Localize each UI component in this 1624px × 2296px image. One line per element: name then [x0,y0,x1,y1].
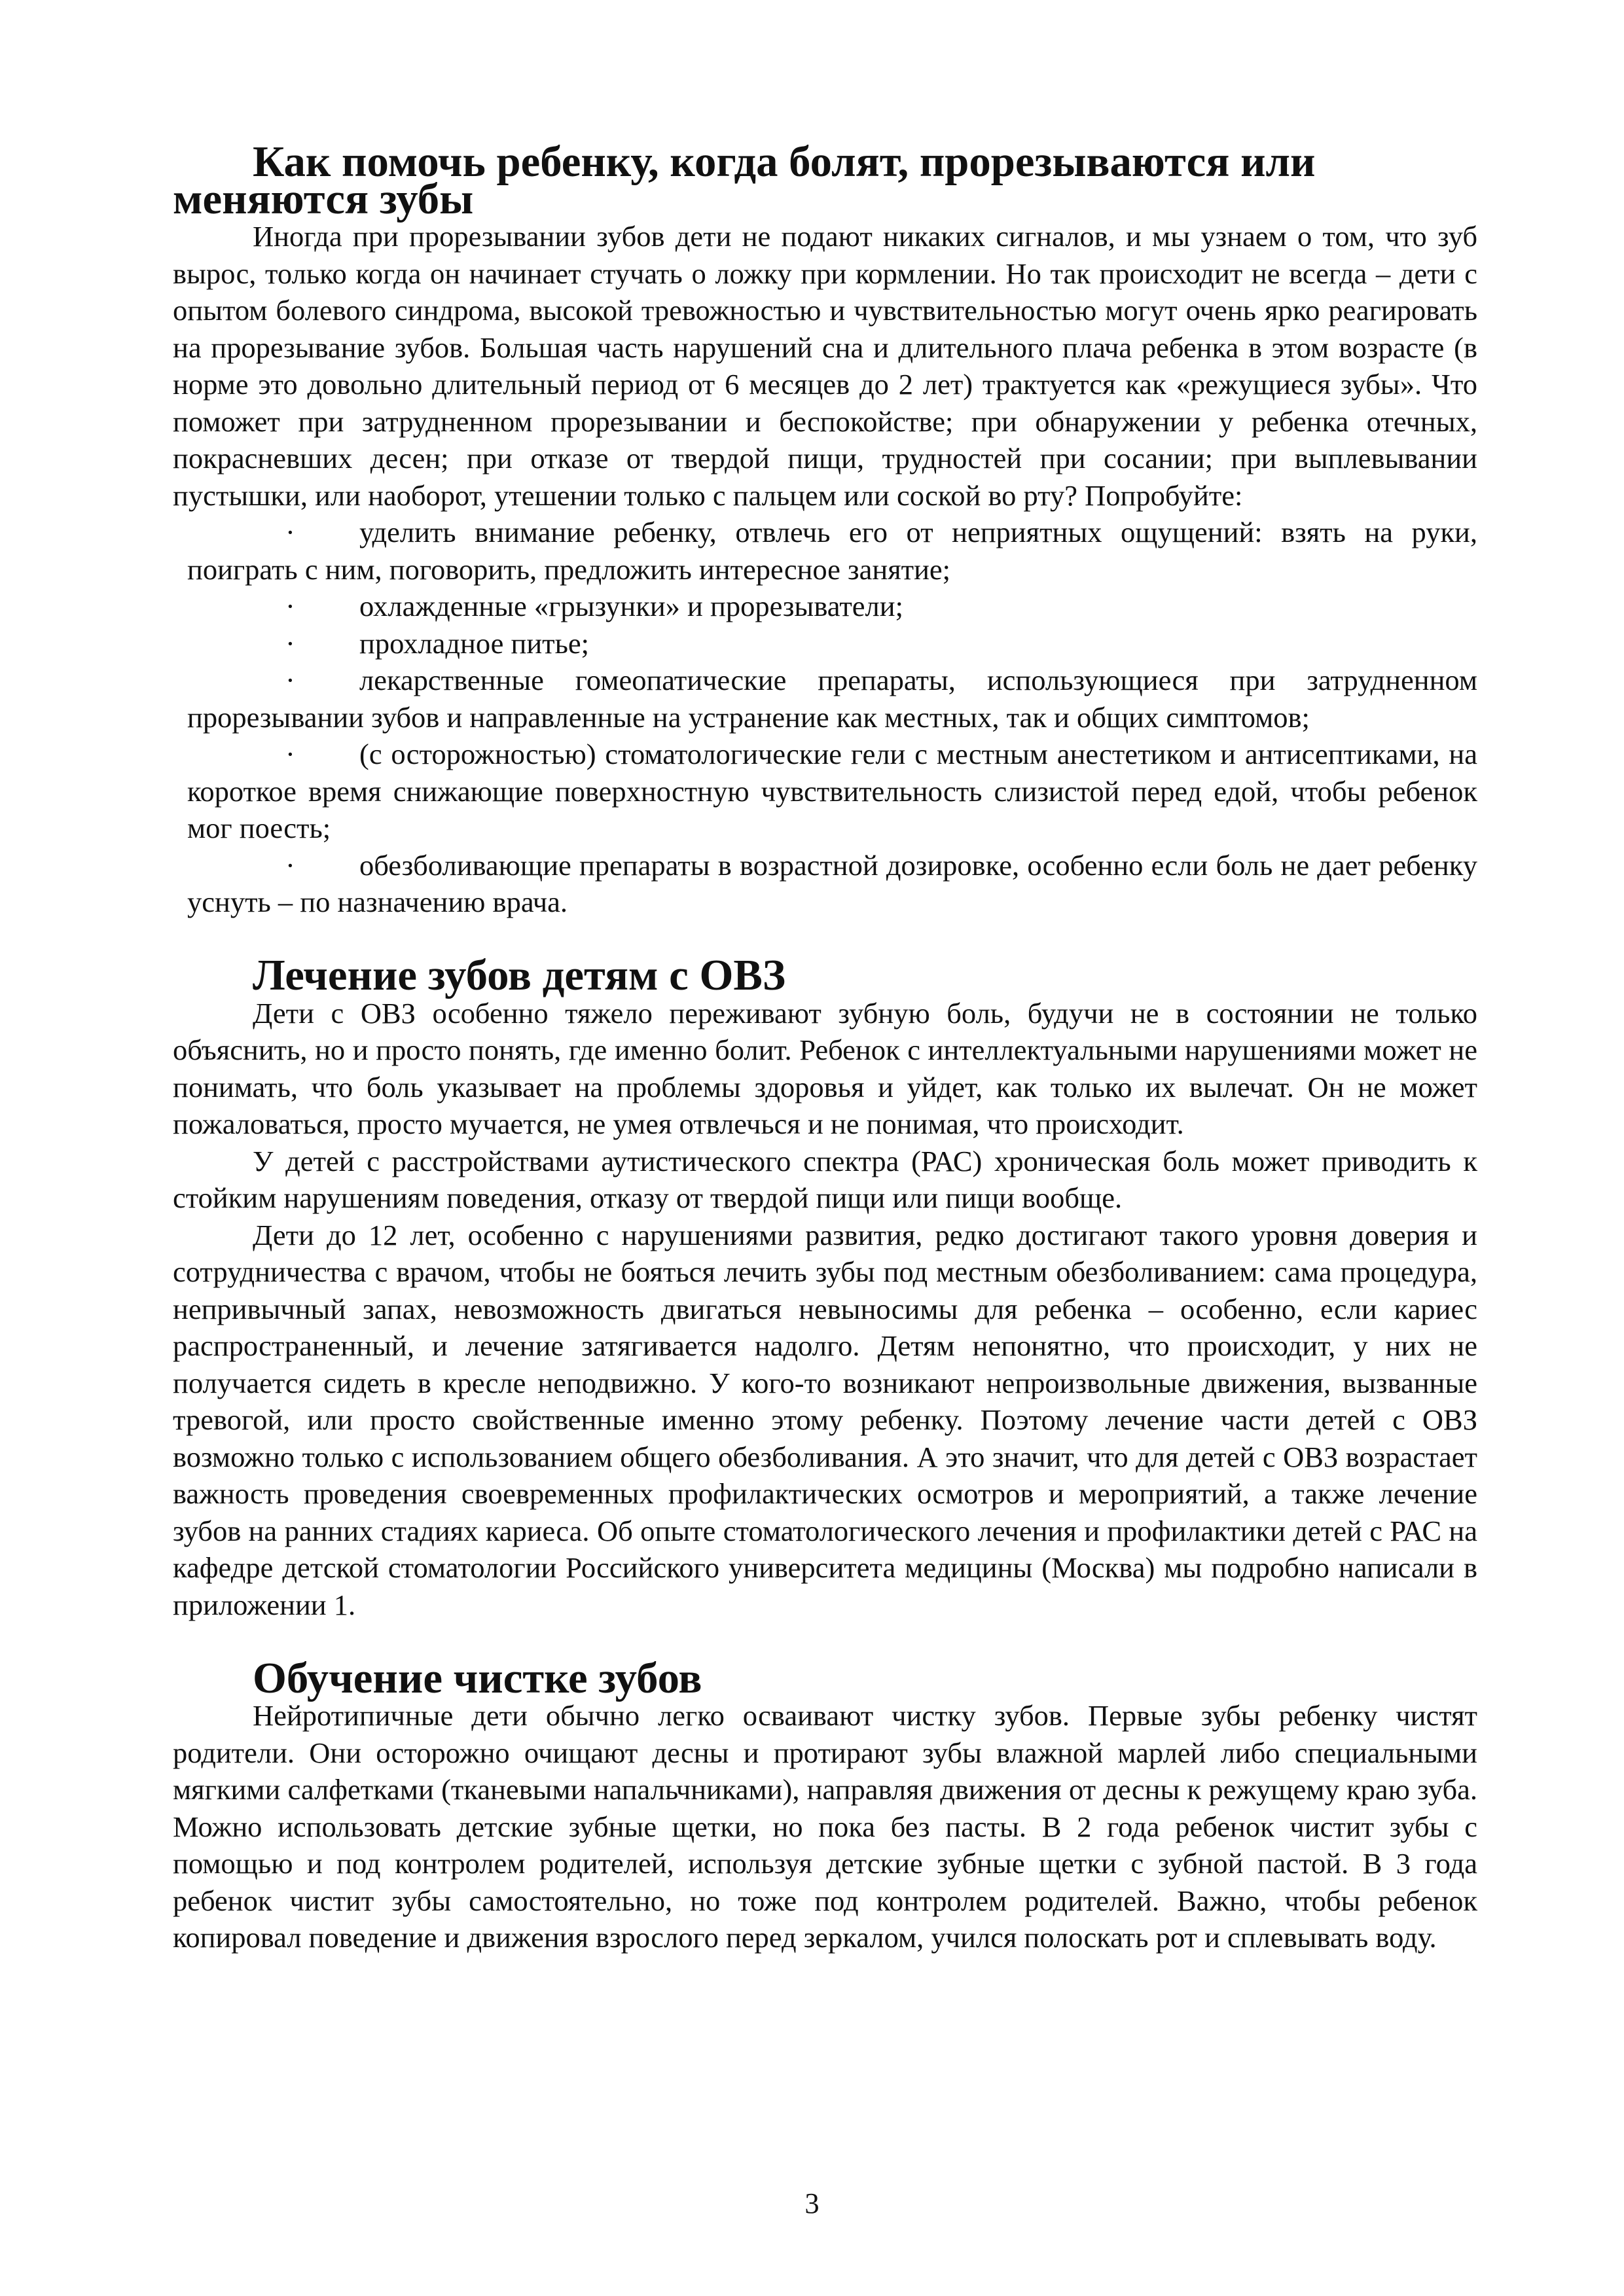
paragraph: У детей с расстройствами аутистического спектра (РАС) хроническая боль может приводить к стойким нарушениям поведения, отказу от твердой пищи или пищи вообще. [173,1144,1477,1214]
list-item [187,625,1477,662]
section-heading-brushing: Обучение чистке зубов [253,1654,702,1702]
paragraph: Дети до 12 лет, особенно с нарушениями развития, редко достигают такого уровня доверия и сотрудничества с врачом, чтобы не бояться лечить зубы под местным обезболиванием: сама процедура, непривычный запах, невозможность двигаться невыносимы для ребенка – особенно, если кариес распространенный, и лечение затягивается надолго. Детям непонятно, что происходит, у них не получается сидеть в кресле неподвижно. У кого-то возникают непроизвольные движения, вызванные тревогой, или просто свойственные именно этому ребенку. Поэтому лечение части детей с ОВЗ возможно только с использованием общего обезболивания. А это значит, что для детей с ОВЗ возрастает важность проведения своевременных профилактических осмотров и мероприятий, а также лечение зубов на ранних стадиях кариеса. Об опыте стоматологического лечения и профилактики детей с РАС на кафедре детской стоматологии Российского университета медицины (Москва) мы подробно написали в приложении 1. [173,1218,1477,1621]
list-item [187,514,1477,588]
bullet-marker: · [285,590,295,622]
paragraph: Дети с ОВЗ особенно тяжело переживают зубную боль, будучи не в состоянии не только объяснить, но и просто понять, где именно болит. Ребенок с интеллектуальными нарушениями может не понимать, что боль указывает на проблемы здоровья и уйдет, как только их вылечат. Он не может пожаловаться, просто мучается, не умея отвлечься и не понимая, что происходит. [173,996,1477,1140]
list-item-text: уделить внимание ребенку, отвлечь его от неприятных ощущений: взять на руки, поиграть с ним, поговорить, предложить интересное занятие; [187,516,1477,586]
bullet-marker: · [285,848,295,882]
list-item [187,736,1477,847]
list-item [187,588,1477,625]
section-heading-ovz-treatment: Лечение зубов детям с ОВЗ [253,952,786,999]
list-item-text: обезболивающие препараты в возрастной дозировке, особенно если боль не дает ребенку уснуть – по назначению врача. [187,848,1477,918]
bullet-marker: · [285,516,295,548]
section-heading-teething: Как помочь ребенку, когда болят, прорезываются или меняются зубы [173,138,1316,223]
paragraph: Нейротипичные дети обычно легко осваивают чистку зубов. Первые зубы ребенку чистят родители. Они осторожно очищают десны и протирают зубы влажной марлей либо специальными мягкими салфетками (тканевыми напальчниками), направляя движения от десны к режущему краю зуба. Можно использовать детские зубные щетки, но пока без пасты. В 2 года ребенок чистит зубы с помощью и под контролем родителей, используя детские зубные щетки с зубной пастой. В 3 года ребенок чистит зубы самостоятельно, но тоже под контролем родителей. Важно, чтобы ребенок копировал поведение и движения взрослого перед зеркалом, учился полоскать рот и сплевывать воду. [173,1699,1477,1954]
list-item [187,662,1477,736]
paragraph: Иногда при прорезывании зубов дети не подают никаких сигналов, и мы узнаем о том, что зуб вырос, только когда он начинает стучать о ложку при кормлении. Но так происходит не всегда – дети с опытом болевого синдрома, высокой тревожностью и чувствительностью могут очень ярко реагировать на прорезывание зубов. Большая часть нарушений сна и длительного плача ребенка в этом возрасте (в норме это довольно длительный период от 6 месяцев до 2 лет) трактуется как «режущиеся зубы». Что поможет при затрудненном прорезывании и беспокойстве; при обнаружении у ребенка отечных, покрасневших десен; при отказе от твердой пищи, трудностей при сосании; при выплевывании пустышки, или наоборот, утешении только с пальцем или соской во рту? Попробуйте: [173,220,1477,512]
bullet-list [173,514,1477,921]
page-number: 3 [804,2187,820,2219]
bullet-marker: · [285,664,295,696]
list-item [187,847,1477,921]
document-page [173,138,1477,1956]
list-item-text: охлажденные «грызунки» и прорезыватели; [359,590,903,622]
list-item-text: лекарственные гомеопатические препараты, использующиеся при затрудненном прорезывании зубов и направленные на устранение как местных, так и общих симптомов; [187,664,1477,734]
bullet-marker: · [285,626,295,660]
list-item-text: прохладное питье; [359,626,590,660]
list-item-text: (с осторожностью) стоматологические гели с местным анестетиком и антисептиками, на короткое время снижающие поверхностную чувствительность слизистой перед едой, чтобы ребенок мог поесть; [187,738,1477,844]
bullet-marker: · [285,738,295,770]
